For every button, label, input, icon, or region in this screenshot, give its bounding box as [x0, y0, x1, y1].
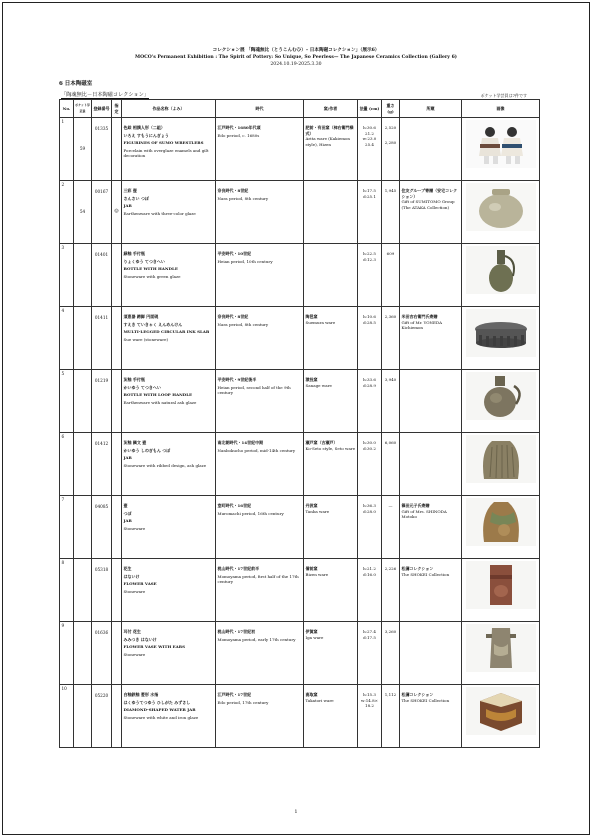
site-jp: 伊賀窯 [305, 629, 318, 634]
period-en: Edo period, 17th century [217, 699, 269, 705]
col-header-reg: 登録番号 [92, 100, 112, 118]
col-header-size: 法量 (cm) [358, 100, 382, 118]
work-name-cell [122, 307, 216, 370]
site-en: Arita ware (Kakiemon style), Hizen [305, 136, 350, 147]
size-width: w:23.0 [362, 136, 377, 142]
site-cell [304, 433, 358, 496]
row-number: 2 [60, 181, 74, 244]
size-cell [358, 433, 382, 496]
ribbed-jar-photo [466, 435, 536, 483]
col-header-designation: 指定 [112, 100, 122, 118]
work-material: Sue ware (stoneware) [123, 336, 169, 342]
work-name-jp: 緑釉 手付瓶 [123, 251, 145, 256]
period-en: Heian period, second half of the 9th century [217, 384, 291, 396]
site-en: Tanba ware [305, 508, 330, 514]
period-cell [216, 685, 304, 748]
ewer-photo [466, 372, 536, 420]
registration-number: 01636 [92, 622, 112, 685]
site-jp: 高取窯 [305, 692, 318, 697]
designation-mark [112, 685, 122, 748]
owner-jp: 米田吉右衛門氏寄贈 [401, 314, 438, 319]
row-number: 6 [60, 433, 74, 496]
registration-number: 05318 [92, 559, 112, 622]
site-cell [304, 307, 358, 370]
work-name-cell [122, 244, 216, 307]
period-en: Nanbokucho period, mid-14th century [217, 447, 296, 453]
work-material: Porcelain with overglaze enamels and gilt decoration [123, 147, 209, 159]
work-name-cell [122, 370, 216, 433]
site-en: Suemura ware [305, 319, 336, 325]
work-name-cell [122, 685, 216, 748]
pocket-number [74, 685, 92, 748]
document-page [2, 2, 590, 835]
owner-cell [400, 433, 462, 496]
size-width: d:25.1 [363, 193, 376, 199]
work-name-en: FIGURINES OF SUMO WRESTLERS [123, 140, 204, 146]
image-cell [462, 307, 540, 370]
registration-number: 00167 [92, 181, 112, 244]
size-height: h:15.3 [363, 692, 376, 697]
owner-jp: 松濤コレクション [401, 566, 434, 571]
owner-en: Gift of Mrs. SHINODA Motoko [401, 508, 447, 520]
size-cell [358, 307, 382, 370]
work-name-en: BOTTLE WITH LOOP HANDLE [123, 392, 193, 398]
image-cell [462, 244, 540, 307]
work-reading: りょくゆう てつきへい [123, 258, 165, 264]
row-number: 5 [60, 370, 74, 433]
size-width: d:16.0 [363, 571, 376, 577]
work-material: Earthenware with three-color glaze [123, 210, 196, 216]
bottle-photo [466, 246, 536, 294]
col-header-image: 画像 [462, 100, 540, 118]
row-number: 4 [60, 307, 74, 370]
designation-mark [112, 370, 122, 433]
work-name-en: MULTI-LEGGED CIRCULAR INK SLAB [123, 329, 210, 335]
site-cell [304, 559, 358, 622]
work-reading: はないけ [123, 573, 140, 579]
weight-cell [382, 307, 400, 370]
period-cell [216, 244, 304, 307]
exhibition-title-en: MOCO's Permanent Exhibition : The Spirit of Pottery: So Unique, So Peerless— The Japanese Ceramics Collection (Gallery 6) [135, 55, 457, 60]
image-cell [462, 559, 540, 622]
table-row [60, 622, 540, 685]
period-cell [216, 622, 304, 685]
section-title: 6 日本陶磁室 [59, 81, 93, 87]
size-cell [358, 370, 382, 433]
weight-cell [382, 244, 400, 307]
weight-cell [382, 118, 400, 181]
registration-number: 01335 [92, 118, 112, 181]
site-en: Ko-Seto style, Seto ware [305, 445, 356, 451]
table-body [60, 118, 540, 748]
size-width: d:17.5 [363, 634, 376, 640]
table-row [60, 307, 540, 370]
period-en: Nara period, 8th century [217, 321, 269, 327]
owner-en: Gift of SUMITOMO Group (The ATAKA Collection) [401, 199, 455, 210]
site-jp: 丹波窯 [305, 503, 318, 508]
pocket-number [74, 559, 92, 622]
work-name-cell [122, 622, 216, 685]
site-cell [304, 685, 358, 748]
table-row [60, 559, 540, 622]
size-width: d:28.9 [363, 382, 376, 388]
designation-mark [112, 559, 122, 622]
row-number: 10 [60, 685, 74, 748]
col-header-no: No. [60, 100, 74, 118]
size-height: h:27.4 [363, 629, 376, 634]
period-jp: 奈良時代・8世紀 [217, 314, 249, 319]
period-cell [216, 559, 304, 622]
owner-en: The SHOKEI Collection [401, 571, 450, 577]
work-reading: かいゆう しのぎもん つぼ [123, 447, 171, 453]
period-jp: 江戸時代・17世紀 [217, 692, 252, 697]
period-jp: 奈良時代・8世紀 [217, 188, 249, 193]
col-header-weight: 重さ (g) [382, 100, 400, 118]
designation-mark [112, 433, 122, 496]
weight-value: 2,226 [384, 566, 397, 571]
registration-number: 01412 [92, 433, 112, 496]
size-height: h:33.6 [363, 377, 376, 382]
weight-value: 3,260 [384, 629, 397, 634]
weight-cell [382, 496, 400, 559]
image-cell [462, 496, 540, 559]
work-name-cell [122, 559, 216, 622]
size-cell [358, 622, 382, 685]
site-jp: 陶邑窯 [305, 314, 318, 319]
work-material: Stoneware [123, 588, 146, 594]
owner-cell [400, 118, 462, 181]
size-width: w:14.8× [360, 697, 379, 703]
weight-cell [382, 622, 400, 685]
site-cell [304, 370, 358, 433]
weight-value-2: 2,280 [384, 139, 397, 145]
owner-cell [400, 181, 462, 244]
work-reading: はくゆうてつゆう ひしがた みずさし [123, 699, 191, 705]
work-material: Stoneware [123, 651, 146, 657]
period-cell [216, 496, 304, 559]
weight-cell [382, 433, 400, 496]
row-number: 3 [60, 244, 74, 307]
owner-cell [400, 622, 462, 685]
registration-number: 04085 [92, 496, 112, 559]
site-en: Sanage ware [305, 382, 332, 388]
work-reading: みみつき はないけ [123, 636, 157, 642]
weight-value: 3,940 [384, 377, 397, 382]
owner-jp: 住友グループ寄贈（安宅コレクション） [401, 188, 458, 199]
size-height: h:10.6 [363, 314, 376, 319]
period-cell [216, 118, 304, 181]
site-jp: 猿投窯 [305, 377, 318, 382]
size-height: h:30.0 [363, 440, 376, 445]
designation-mark [112, 496, 122, 559]
work-reading: さんさい つぼ [123, 195, 149, 201]
owner-cell [400, 244, 462, 307]
work-name-en: JAR [123, 455, 132, 461]
work-name-jp: 耳付 花生 [123, 629, 141, 634]
owner-en: The SHOKEI Collection [401, 697, 450, 703]
weight-cell [382, 370, 400, 433]
image-cell [462, 685, 540, 748]
size-height: h:36.3 [363, 503, 376, 508]
weight-value: — [388, 503, 393, 508]
work-reading: つぼ [123, 510, 132, 516]
weight-cell [382, 181, 400, 244]
size-cell [358, 496, 382, 559]
designation-mark [112, 244, 122, 307]
flower-vase-photo [466, 561, 536, 609]
site-en: Iga ware [305, 634, 324, 640]
registration-number: 05220 [92, 685, 112, 748]
work-name-jp: 壺 [123, 503, 128, 508]
size-width: d:28.0 [363, 508, 376, 514]
period-en: Momoyama period, early 17th century [217, 636, 296, 642]
work-reading: かいゆう てつきへい [123, 384, 161, 390]
pocket-number: 59 [74, 118, 92, 181]
size-cell [358, 244, 382, 307]
work-name-cell [122, 496, 216, 559]
pocket-number [74, 622, 92, 685]
owner-jp: 篠田元子氏寄贈 [401, 503, 430, 508]
period-cell [216, 433, 304, 496]
period-jp: 桃山時代・17世紀前半 [217, 566, 260, 571]
catalog-table [59, 99, 540, 748]
table-row [60, 433, 540, 496]
size-height: h:17.5 [363, 188, 376, 193]
image-cell [462, 118, 540, 181]
period-jp: 室町時代・16世紀 [217, 503, 252, 508]
jar-photo [466, 183, 536, 231]
period-jp: 平安時代・9世紀後半 [217, 377, 257, 382]
work-reading: すえき ていきゃく えんめんけん [123, 321, 183, 327]
period-jp: 平安時代・10世紀 [217, 251, 252, 256]
image-cell [462, 181, 540, 244]
table-row [60, 244, 540, 307]
weight-value: 2,520 [384, 125, 397, 130]
site-jp: 肥前・有田窯（柿右衛門様式） [305, 125, 354, 136]
designation-mark [112, 307, 122, 370]
row-number: 1 [60, 118, 74, 181]
row-number: 9 [60, 622, 74, 685]
pocket-number [74, 307, 92, 370]
owner-cell [400, 307, 462, 370]
size-height: h:21.2 [363, 566, 376, 571]
site-cell [304, 118, 358, 181]
work-name-en: BOTTLE WITH HANDLE [123, 266, 178, 272]
ink-slab-photo [466, 309, 536, 357]
size-cell [358, 685, 382, 748]
work-name-jp: 灰釉 鎬文 壺 [123, 440, 147, 445]
table-row [60, 496, 540, 559]
designation-mark [112, 118, 122, 181]
pocket-number [74, 244, 92, 307]
size-cell [358, 181, 382, 244]
weight-value: 1,945 [384, 188, 397, 193]
pocket-number: 54 [74, 181, 92, 244]
water-jar-photo [466, 687, 536, 735]
exhibition-title-jp: コレクション展 「陶魂無比（とうこんむひ）– 日本陶磁コレクション」（展示6） [212, 48, 380, 53]
work-name-cell [122, 118, 216, 181]
size-height: h:22.5 [363, 251, 376, 256]
page-header [3, 47, 589, 68]
weight-value: 6,060 [384, 440, 397, 445]
iga-vase-photo [466, 624, 536, 672]
owner-jp: 松濤コレクション [401, 692, 434, 697]
period-cell [216, 307, 304, 370]
size-width-2: 18.2 [365, 703, 374, 709]
size-width: d:28.5 [363, 319, 376, 325]
work-name-en: JAR [123, 518, 132, 524]
site-cell [304, 622, 358, 685]
period-en: Heian period, 10th century [217, 258, 273, 264]
subsection-title: 「陶魂無比－日本陶磁コレクション」 [61, 92, 149, 98]
owner-en: Gift of Mr. YONEDA Kichiemon [401, 319, 443, 331]
sumo-figurines-photo [466, 120, 536, 168]
col-header-period: 時代 [216, 100, 304, 118]
owner-cell [400, 685, 462, 748]
work-name-en: DIAMOND-SHAPED WATER JAR [123, 707, 196, 713]
period-jp: 南北朝時代・14世紀中期 [217, 440, 264, 445]
pocket-curator-note: ポケット学芸員は7件です [480, 93, 527, 98]
weight-cell [382, 559, 400, 622]
site-cell [304, 244, 358, 307]
weight-value: 2,360 [384, 314, 397, 319]
page-number: 1 [294, 809, 298, 815]
size-width: d:12.3 [363, 256, 376, 262]
weight-cell [382, 685, 400, 748]
period-cell [216, 370, 304, 433]
registration-number: 01411 [92, 307, 112, 370]
period-jp: 江戸時代・1680年代頃 [217, 125, 261, 130]
image-cell [462, 370, 540, 433]
size-width-2: 25.4 [365, 141, 374, 147]
work-name-en: FLOWER VASE WITH EARS [123, 644, 185, 650]
work-material: Stoneware with white and iron glaze [123, 714, 199, 720]
work-name-jp: 白釉鉄釉 菱形 水指 [123, 692, 159, 697]
work-material: Stoneware [123, 525, 146, 531]
period-cell [216, 181, 304, 244]
col-header-pocket: ポケット学芸員 [74, 100, 92, 118]
pocket-number [74, 433, 92, 496]
work-name-jp: 花生 [123, 566, 132, 571]
site-cell [304, 496, 358, 559]
col-header-site: 窯/作者 [304, 100, 358, 118]
size-height-2: 21.2 [365, 130, 374, 136]
table-row [60, 370, 540, 433]
site-en: Takatori ware [305, 697, 334, 703]
pocket-number [74, 496, 92, 559]
period-en: Nara period, 8th century [217, 195, 269, 201]
table-row [60, 685, 540, 748]
work-name-jp: 三彩 壺 [123, 188, 137, 193]
designation-mark: ◎ [112, 181, 122, 244]
work-material: Stoneware with green glaze [123, 273, 181, 279]
site-cell [304, 181, 358, 244]
work-material: Stoneware with ribbed design, ash glaze [123, 462, 207, 468]
work-material: Earthenware with natural ash glaze [123, 399, 197, 405]
size-cell [358, 118, 382, 181]
designation-mark [112, 622, 122, 685]
size-width: d:30.2 [363, 445, 376, 451]
owner-cell [400, 559, 462, 622]
work-name-jp: 須恵器 蹄脚 円面硯 [123, 314, 159, 319]
table-row [60, 181, 540, 244]
col-header-owner: 所蔵 [400, 100, 462, 118]
site-jp: 瀬戸窯（古瀬戸） [305, 440, 338, 445]
pocket-number [74, 370, 92, 433]
work-name-en: FLOWER VASE [123, 581, 157, 587]
work-name-jp: 色絵 相撲人形（二組） [123, 125, 165, 130]
owner-cell [400, 496, 462, 559]
period-en: Muromachi period, 16th century [217, 510, 284, 516]
size-cell [358, 559, 382, 622]
work-name-cell [122, 433, 216, 496]
weight-value: 609 [386, 251, 395, 256]
work-name-cell [122, 181, 216, 244]
period-en: Momoyama period, first half of the 17th century [217, 573, 299, 585]
image-cell [462, 622, 540, 685]
table-header-row [60, 100, 540, 118]
period-jp: 桃山時代・17世紀初 [217, 629, 256, 634]
site-en: Bizen ware [305, 571, 329, 577]
period-en: Edo period, c. 1680s [217, 132, 260, 138]
work-name-en: JAR [123, 203, 132, 209]
tanba-jar-photo [466, 498, 536, 546]
table-row [60, 118, 540, 181]
work-name-jp: 灰釉 手付瓶 [123, 377, 145, 382]
exhibition-dates: 2024.10.19-2025.3.30 [270, 62, 322, 67]
col-header-name: 作品名称（よみ） [122, 100, 216, 118]
image-cell [462, 433, 540, 496]
owner-cell [400, 370, 462, 433]
weight-value: 1,112 [384, 692, 397, 697]
size-height: h:30.6 [363, 125, 376, 130]
site-jp: 備前窯 [305, 566, 318, 571]
row-number: 8 [60, 559, 74, 622]
registration-number: 01401 [92, 244, 112, 307]
row-number: 7 [60, 496, 74, 559]
work-reading: いろえ すもうにんぎょう [123, 132, 169, 138]
registration-number: 01219 [92, 370, 112, 433]
